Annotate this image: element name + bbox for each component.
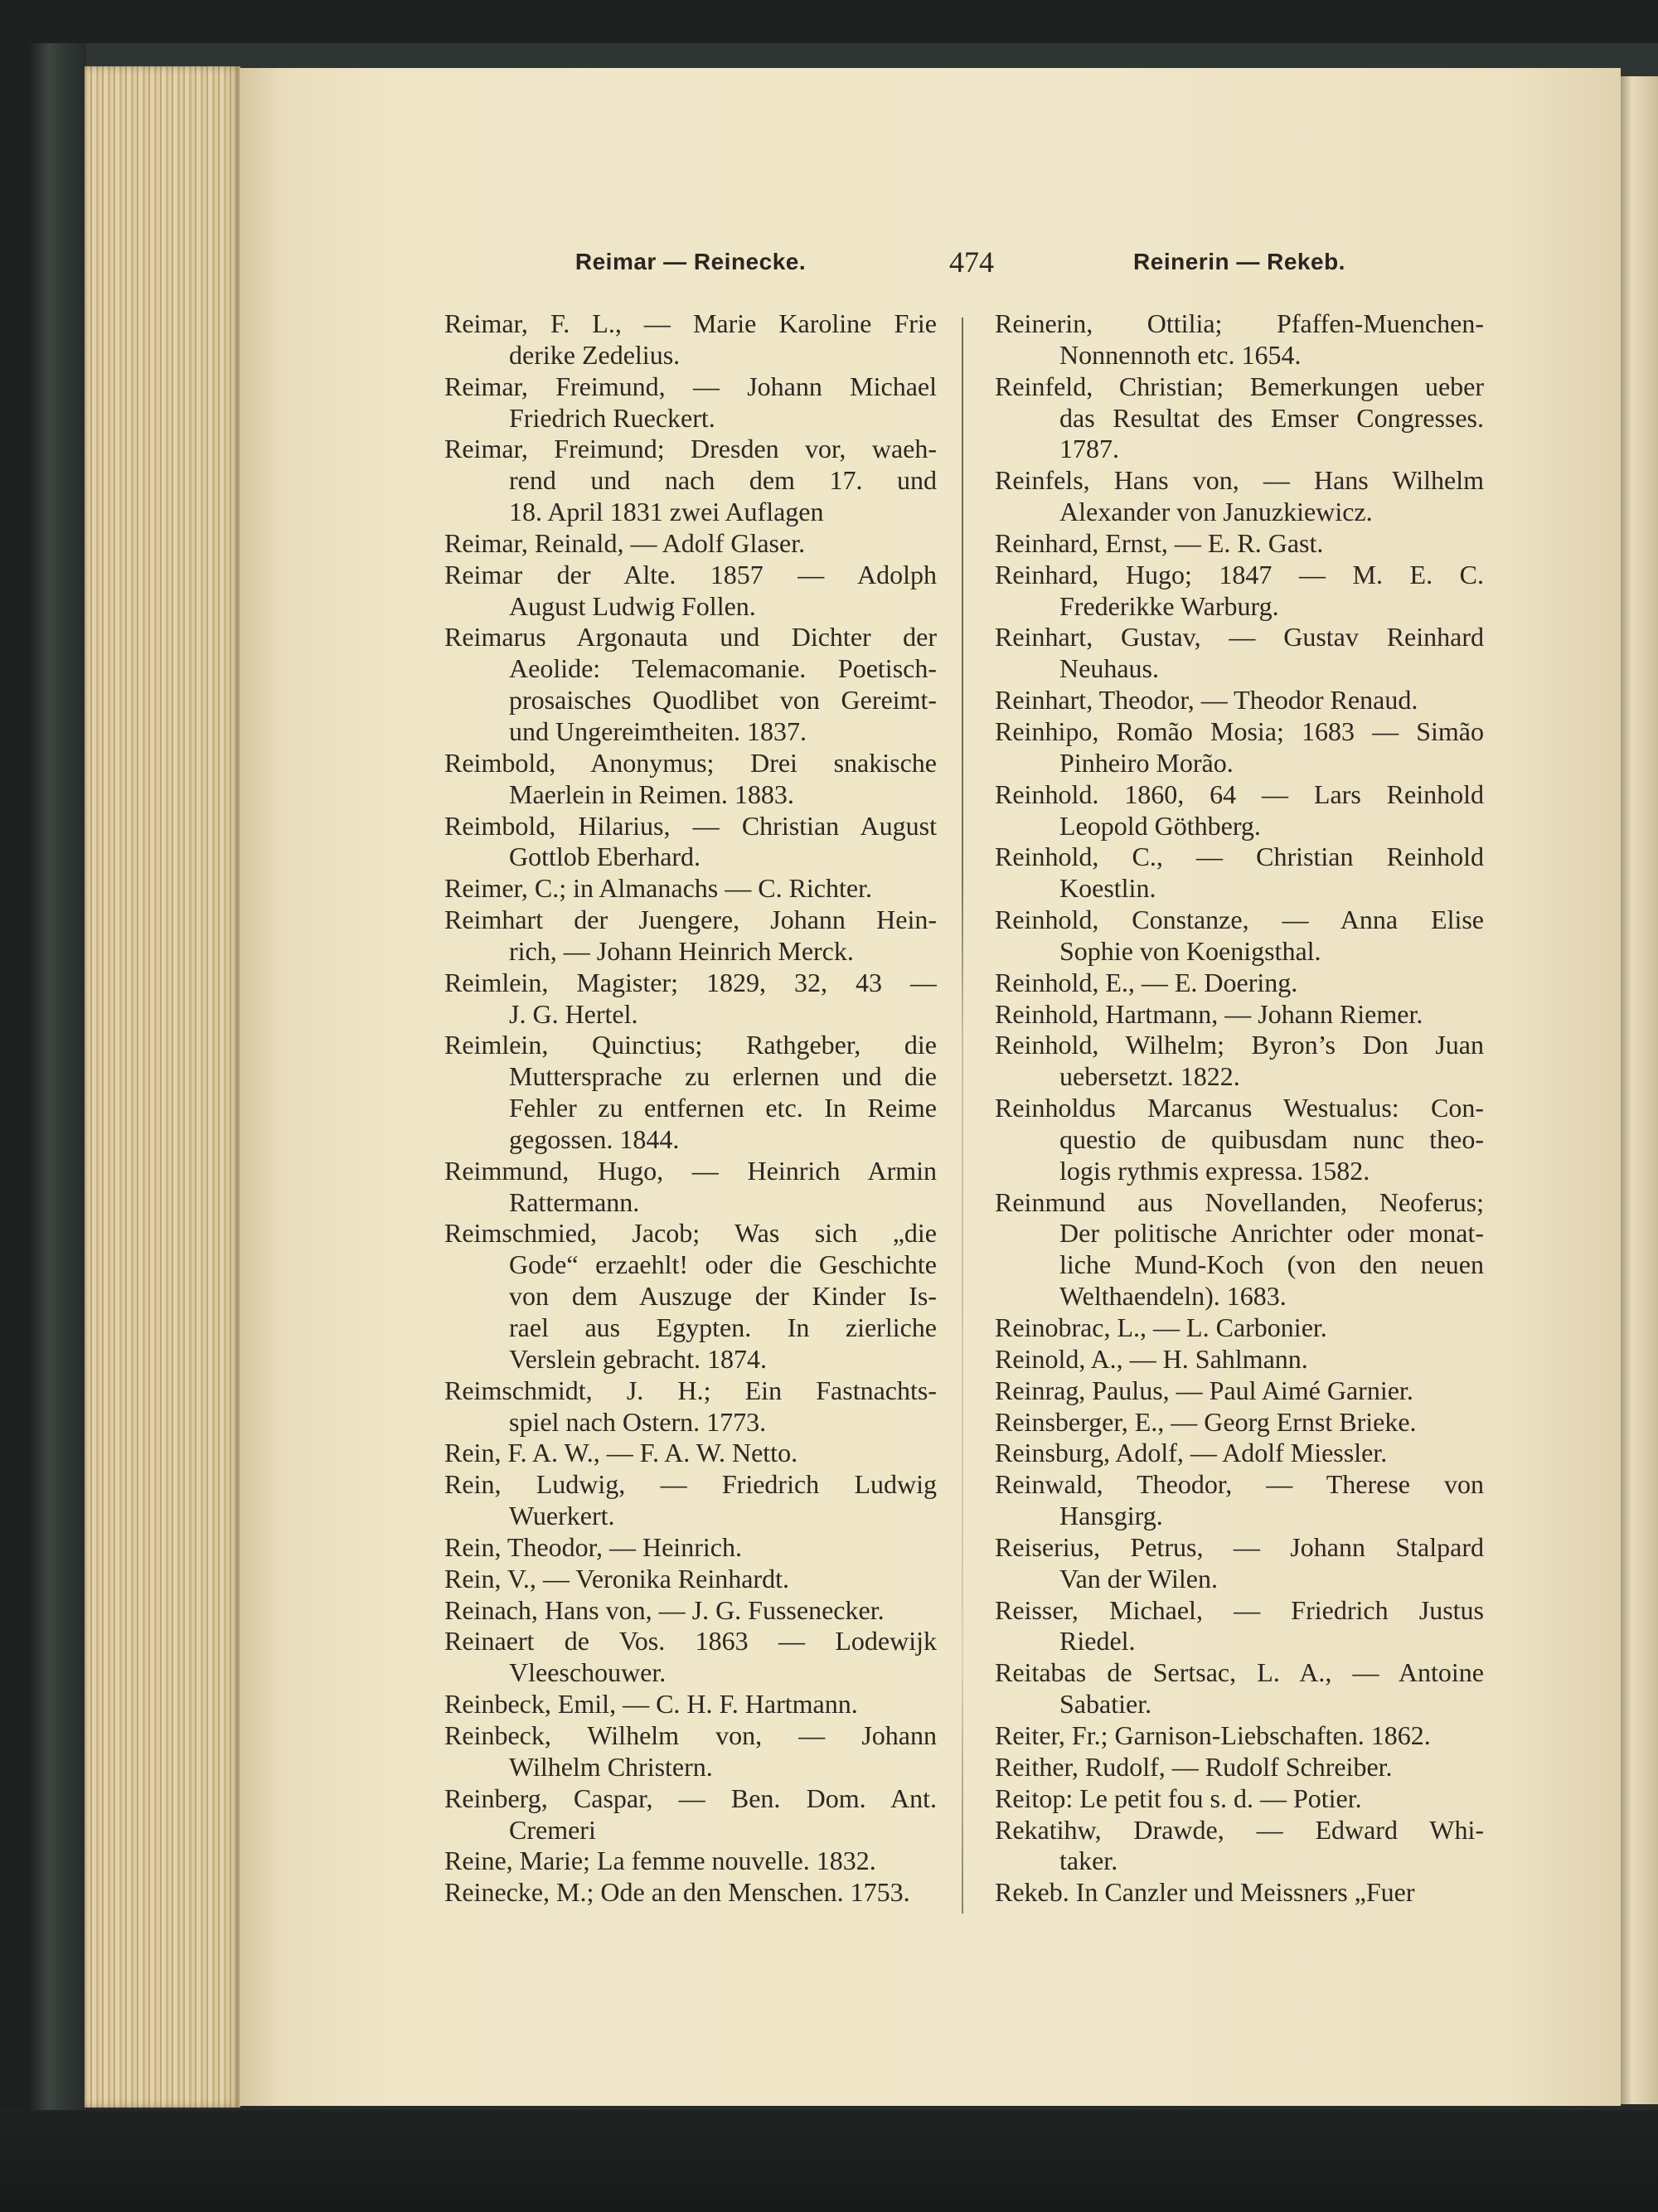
index-entry xyxy=(444,811,937,874)
entry-continuation-line: Sophie von Koenigsthal. xyxy=(1059,935,1321,966)
index-entry xyxy=(995,1657,1484,1720)
index-entry xyxy=(444,1877,937,1909)
entry-heading-line: Reinhart, Theodor, — Theodor Renaud. xyxy=(995,685,1418,716)
entry-heading-line: Rein, Ludwig, — Friedrich Ludwig xyxy=(444,1469,937,1500)
index-entry xyxy=(995,1532,1484,1595)
entry-continuation-line: Verslein gebracht. 1874. xyxy=(509,1343,768,1374)
index-entry xyxy=(995,1187,1484,1312)
index-entry xyxy=(444,1469,937,1532)
entry-continuation-line: Der politische Anrichter oder monat- xyxy=(1059,1218,1484,1249)
entry-heading-line: Reinberg, Caspar, — Ben. Dom. Ant. xyxy=(444,1783,937,1813)
index-entry xyxy=(995,1815,1484,1878)
index-entry xyxy=(995,685,1484,716)
entry-continuation-line: spiel nach Ostern. 1773. xyxy=(509,1406,767,1437)
index-entry xyxy=(995,1469,1484,1532)
entry-continuation-line: Riedel. xyxy=(1059,1626,1136,1657)
entry-continuation-line: Wilhelm Christern. xyxy=(509,1751,713,1782)
entry-heading-line: Reimmund, Hugo, — Heinrich Armin xyxy=(444,1155,937,1186)
entry-heading-line: Reinwald, Theodor, — Therese von xyxy=(995,1469,1484,1500)
entry-heading-line: Reimhart der Juengere, Johann Hein- xyxy=(444,905,937,935)
index-entry xyxy=(444,1030,937,1155)
entry-continuation-line: rich, — Johann Heinrich Merck. xyxy=(509,935,854,966)
entry-heading-line: Reine, Marie; La femme nouvelle. 1832. xyxy=(444,1846,876,1876)
entry-heading-line: Reitabas de Sertsac, L. A., — Antoine xyxy=(995,1657,1484,1688)
entry-continuation-line: Gode“ erzaehlt! oder die Geschichte xyxy=(509,1249,937,1280)
entry-heading-line: Reinhold, Constanze, — Anna Elise xyxy=(995,905,1484,935)
entry-heading-line: Reinfeld, Christian; Bemerkungen ueber xyxy=(995,371,1484,401)
index-entry xyxy=(444,434,937,528)
index-entry xyxy=(444,308,937,371)
entry-heading-line: Reimbold, Hilarius, — Christian August xyxy=(444,810,937,841)
entry-continuation-line: Maerlein in Reimen. 1883. xyxy=(509,779,794,809)
entry-heading-line: Reimer, C.; in Almanachs — C. Richter. xyxy=(444,873,872,904)
entry-heading-line: Reisser, Michael, — Friedrich Justus xyxy=(995,1594,1484,1625)
entry-continuation-line: 18. April 1831 zwei Auflagen xyxy=(509,497,824,527)
entry-heading-line: Reinbeck, Emil, — C. H. F. Hartmann. xyxy=(444,1689,858,1720)
index-entry xyxy=(995,1312,1484,1344)
entry-continuation-line: Fehler zu entfernen etc. In Reime xyxy=(509,1093,937,1123)
index-entry xyxy=(995,1030,1484,1093)
page-number: 474 xyxy=(949,245,994,279)
entry-continuation-line: Gottlob Eberhard. xyxy=(509,842,701,872)
entry-continuation-line: gegossen. 1844. xyxy=(509,1123,680,1154)
entry-heading-line: Reiter, Fr.; Garnison-Liebschaften. 1862. xyxy=(995,1720,1431,1750)
index-entry xyxy=(444,968,937,1031)
index-entry xyxy=(444,1218,937,1375)
index-entry xyxy=(444,1438,937,1469)
entry-continuation-line: logis rythmis expressa. 1582. xyxy=(1059,1155,1370,1186)
entry-heading-line: Rein, F. A. W., — F. A. W. Netto. xyxy=(444,1438,798,1468)
entry-heading-line: Reinbeck, Wilhelm von, — Johann xyxy=(444,1720,937,1750)
page-stack-edges xyxy=(85,66,240,2108)
index-entry xyxy=(995,1752,1484,1783)
entry-continuation-line: Van der Wilen. xyxy=(1059,1563,1218,1594)
index-entry xyxy=(444,1532,937,1564)
index-entry xyxy=(444,528,937,560)
entry-heading-line: Reinhard, Ernst, — E. R. Gast. xyxy=(995,527,1324,558)
index-entry xyxy=(995,371,1484,466)
entry-continuation-line: August Ludwig Follen. xyxy=(509,590,756,621)
entry-continuation-line: Cremeri xyxy=(509,1814,596,1845)
entry-continuation-line: rael aus Egypten. In zierliche xyxy=(509,1312,937,1342)
entry-continuation-line: Neuhaus. xyxy=(1059,653,1159,684)
entry-heading-line: Reinhold, Hartmann, — Johann Riemer. xyxy=(995,998,1423,1029)
index-entry xyxy=(995,1720,1484,1752)
entry-continuation-line: Nonnennoth etc. 1654. xyxy=(1059,339,1302,370)
index-entry xyxy=(444,560,937,623)
index-entry xyxy=(995,622,1484,685)
index-entry xyxy=(444,1595,937,1627)
entry-heading-line: Reimar, F. L., — Marie Karoline Frie xyxy=(444,308,937,338)
index-entry xyxy=(444,748,937,811)
entry-continuation-line: Wuerkert. xyxy=(509,1501,615,1531)
index-entry xyxy=(995,1595,1484,1658)
entry-continuation-line: Sabatier. xyxy=(1059,1689,1152,1720)
index-entry xyxy=(444,1689,937,1720)
entry-heading-line: Reiserius, Petrus, — Johann Stalpard xyxy=(995,1531,1484,1562)
entry-heading-line: Reinsberger, E., — Georg Ernst Brieke. xyxy=(995,1406,1417,1437)
entry-heading-line: Reinsburg, Adolf, — Adolf Miessler. xyxy=(995,1438,1388,1468)
entry-continuation-line: J. G. Hertel. xyxy=(509,998,638,1029)
entry-continuation-line: Alexander von Januzkiewicz. xyxy=(1059,497,1373,527)
index-entry xyxy=(995,560,1484,623)
entry-heading-line: Reinaert de Vos. 1863 — Lodewijk xyxy=(444,1626,937,1657)
entry-continuation-line: Vleeschouwer. xyxy=(509,1657,667,1688)
entry-continuation-line: Hansgirg. xyxy=(1059,1501,1163,1531)
right-page-edge xyxy=(1621,76,1658,2104)
index-entry xyxy=(444,873,937,905)
index-entry xyxy=(995,308,1484,371)
index-entry xyxy=(444,1564,937,1595)
index-entry xyxy=(444,905,937,968)
entry-heading-line: Reither, Rudolf, — Rudolf Schreiber. xyxy=(995,1751,1393,1782)
index-entry xyxy=(444,1626,937,1689)
entry-continuation-line: das Resultat des Emser Congresses. xyxy=(1059,402,1484,433)
column-divider xyxy=(962,318,963,1914)
entry-heading-line: Reinhold, E., — E. Doering. xyxy=(995,967,1298,997)
index-entry xyxy=(995,968,1484,999)
entry-heading-line: Reimar, Freimund, — Johann Michael xyxy=(444,371,937,401)
entry-heading-line: Reinobrac, L., — L. Carbonier. xyxy=(995,1312,1327,1342)
entry-heading-line: Reimbold, Anonymus; Drei snakische xyxy=(444,747,937,778)
index-entry xyxy=(995,1375,1484,1407)
index-entry xyxy=(995,465,1484,528)
index-entry xyxy=(995,1093,1484,1187)
book-cover-edge xyxy=(28,43,86,2124)
entry-heading-line: Reinmund aus Novellanden, Neoferus; xyxy=(995,1186,1484,1217)
background-bottom xyxy=(0,2110,1658,2212)
entry-heading-line: Rekatihw, Drawde, — Edward Whi- xyxy=(995,1814,1484,1845)
index-entry xyxy=(995,999,1484,1031)
entry-heading-line: Reinhold, C., — Christian Reinhold xyxy=(995,842,1484,872)
index-entry xyxy=(995,716,1484,779)
entry-continuation-line: rend und nach dem 17. und xyxy=(509,465,937,496)
index-entry xyxy=(995,842,1484,905)
entry-continuation-line: Rattermann. xyxy=(509,1186,640,1217)
index-entry xyxy=(444,1375,937,1438)
left-text-column xyxy=(444,308,937,1909)
right-text-column xyxy=(995,308,1484,1909)
entry-heading-line: Reinerin, Ottilia; Pfaffen-Muenchen- xyxy=(995,308,1484,338)
index-entry xyxy=(444,1156,937,1219)
running-head-right: Reinerin — Rekeb. xyxy=(1133,249,1345,274)
entry-continuation-line: Pinheiro Morão. xyxy=(1059,747,1234,778)
entry-continuation-line: liche Mund-Koch (von den neuen xyxy=(1059,1249,1484,1280)
entry-continuation-line: von dem Auszuge der Kinder Is- xyxy=(509,1281,937,1312)
entry-continuation-line: uebersetzt. 1822. xyxy=(1059,1061,1240,1092)
entry-continuation-line: Leopold Göthberg. xyxy=(1059,810,1261,841)
entry-heading-line: Reinhard, Hugo; 1847 — M. E. C. xyxy=(995,559,1484,589)
running-head-left: Reimar — Reinecke. xyxy=(574,249,807,274)
entry-continuation-line: prosaisches Quodlibet von Gereimt- xyxy=(509,685,937,716)
entry-heading-line: Reimarus Argonauta und Dichter der xyxy=(444,622,937,652)
entry-heading-line: Reimlein, Magister; 1829, 32, 43 — xyxy=(444,967,937,997)
index-entry xyxy=(995,1438,1484,1469)
entry-continuation-line: Aeolide: Telemacomanie. Poetisch- xyxy=(509,653,937,684)
entry-heading-line: Reimschmied, Jacob; Was sich „die xyxy=(444,1218,937,1249)
entry-heading-line: Reimar, Freimund; Dresden vor, waeh- xyxy=(444,434,937,464)
entry-continuation-line: Frederikke Warburg. xyxy=(1059,590,1279,621)
index-entry xyxy=(995,1407,1484,1438)
index-entry xyxy=(444,371,937,434)
entry-heading-line: Reinach, Hans von, — J. G. Fussenecker. xyxy=(444,1594,885,1625)
entry-continuation-line: taker. xyxy=(1059,1846,1118,1876)
index-entry xyxy=(995,1877,1484,1909)
entry-heading-line: Reinecke, M.; Ode an den Menschen. 1753. xyxy=(444,1877,910,1908)
index-entry xyxy=(995,905,1484,968)
index-entry xyxy=(444,1783,937,1846)
entry-heading-line: Reinhart, Gustav, — Gustav Reinhard xyxy=(995,622,1484,652)
entry-heading-line: Reinfels, Hans von, — Hans Wilhelm xyxy=(995,465,1484,496)
entry-continuation-line: Welthaendeln). 1683. xyxy=(1059,1281,1287,1312)
entry-continuation-line: Friedrich Rueckert. xyxy=(509,402,715,433)
entry-heading-line: Reimar der Alte. 1857 — Adolph xyxy=(444,559,937,589)
entry-heading-line: Reinhold. 1860, 64 — Lars Reinhold xyxy=(995,779,1484,809)
entry-heading-line: Reinhipo, Romão Mosia; 1683 — Simão xyxy=(995,716,1484,746)
entry-continuation-line: und Ungereimtheiten. 1837. xyxy=(509,716,807,746)
entry-heading-line: Reimlein, Quinctius; Rathgeber, die xyxy=(444,1030,937,1060)
entry-continuation-line: Muttersprache zu erlernen und die xyxy=(509,1061,937,1092)
entry-continuation-line: 1787. xyxy=(1059,434,1119,464)
entry-continuation-line: derike Zedelius. xyxy=(509,339,681,370)
entry-heading-line: Reinold, A., — H. Sahlmann. xyxy=(995,1343,1308,1374)
entry-heading-line: Rein, Theodor, — Heinrich. xyxy=(444,1531,742,1562)
entry-heading-line: Rein, V., — Veronika Reinhardt. xyxy=(444,1563,789,1594)
entry-continuation-line: Koestlin. xyxy=(1059,873,1156,904)
entry-heading-line: Rekeb. In Canzler und Meissners „Fuer xyxy=(995,1877,1415,1908)
entry-heading-line: Reinrag, Paulus, — Paul Aimé Garnier. xyxy=(995,1375,1413,1405)
index-entry xyxy=(995,528,1484,560)
index-entry xyxy=(995,1783,1484,1815)
entry-heading-line: Reinholdus Marcanus Westualus: Con- xyxy=(995,1093,1484,1123)
index-entry xyxy=(995,779,1484,842)
index-entry xyxy=(444,1846,937,1877)
index-entry xyxy=(444,622,937,747)
entry-heading-line: Reinhold, Wilhelm; Byron’s Don Juan xyxy=(995,1030,1484,1060)
entry-heading-line: Reimar, Reinald, — Adolf Glaser. xyxy=(444,527,806,558)
index-entry xyxy=(995,1344,1484,1375)
entry-heading-line: Reitop: Le petit fou s. d. — Potier. xyxy=(995,1783,1362,1813)
index-entry xyxy=(444,1720,937,1783)
entry-continuation-line: questio de quibusdam nunc theo- xyxy=(1059,1123,1484,1154)
entry-heading-line: Reimschmidt, J. H.; Ein Fastnachts- xyxy=(444,1375,937,1405)
